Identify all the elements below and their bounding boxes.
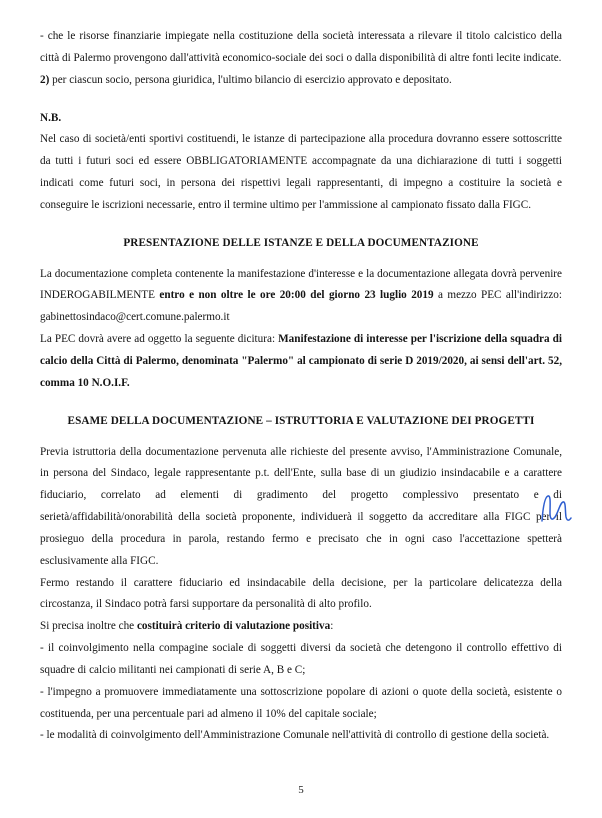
paragraph-documentazione-tail: a mezzo PEC all'indirizzo: gabinettosindaco@cert.comune.palermo.it: [40, 289, 562, 324]
paragraph-item-2: [40, 70, 562, 92]
heading-esame-documentazione: ESAME DELLA DOCUMENTAZIONE – ISTRUTTORIA E VALUTAZIONE DEI PROGETTI: [67, 414, 535, 427]
criterio-bold: costituirà criterio di valutazione positiva: [136, 620, 331, 633]
pec-subject-text: Manifestazione di interesse per l'iscrizione della squadra di calcio della Città di Palermo, denominata "Palermo" al campionato di serie D 2019/2020, ai sensi dell'art. 52, comma 10 N.O.I.F.: [40, 333, 562, 389]
paragraph-carattere-fiduciario: Fermo restando il carattere fiduciario ed insindacabile della decisione, per la particolare delicatezza della circostanza, il Sindaco potrà farsi supportare da personalità di alto profilo.: [40, 576, 562, 611]
paragraph-documentazione-lead: La documentazione completa contenente la manifestazione d'interesse e la documentazione allegata dovrà pervenire INDEROGABILMENTE: [40, 267, 562, 302]
paragraph-criterio-lead: Si precisa inoltre che: [40, 620, 137, 633]
bullet-coinvolgimento-compagine: - il coinvolgimento nella compagine sociale di soggetti diversi da società che detengono il controllo effettivo di squadre di calcio militanti nei campionati di serie A, B e C;: [40, 642, 562, 676]
paragraph-pec-lead: La PEC dovrà avere ad oggetto la seguente dicitura:: [40, 333, 279, 346]
label-nb: N.B.: [40, 111, 62, 124]
list-marker-2: 2): [40, 73, 50, 86]
paragraph-item-2-text: per ciascun socio, persona giuridica, l'ultimo bilancio di esercizio approvato e depositato.: [49, 73, 452, 86]
bullet-controllo-gestione: - le modalità di coinvolgimento dell'Amministrazione Comunale nell'attività di controllo di gestione della società.: [40, 729, 550, 742]
paragraph-nb-body: Nel caso di società/enti sportivi costituendi, le istanze di partecipazione alla procedura dovranno essere sottoscritte da tutti i futuri soci ed essere OBBLIGATORIAMENTE accompagnate da una dichiarazione di tutti i soggetti indicati come futuri soci, in persona dei rispettivi legali rappresentanti, di impegno a costituire la società e conseguire le iscrizioni necessarie, entro il termine ultimo per l'ammissione al campionato fissato dalla FIGC.: [40, 133, 562, 211]
heading-presentazione-istanze: PRESENTAZIONE DELLE ISTANZE E DELLA DOCUMENTAZIONE: [123, 236, 479, 249]
criterio-tail: :: [330, 620, 334, 633]
paragraph-criterio-valutazione: [40, 616, 562, 638]
deadline-text: entro e non oltre le ore 20:00 del giorno 23 luglio 2019: [159, 289, 434, 302]
paragraph-documentazione-completa: [40, 264, 562, 330]
paragraph-financial-resources: - che le risorse finanziarie impiegate nella costituzione della società interessata a rilevare il titolo calcistico della città di Palermo provengono dall'attività economico-sociale dei soci o dalla disponibilità di altre fonti lecite indicate.: [40, 30, 562, 64]
page-number: 5: [298, 784, 304, 796]
bullet-sottoscrizione-popolare: - l'impegno a promuovere immediatamente una sottoscrizione popolare di azioni o quote della società, esistente o costituenda, per una percentuale pari ad almeno il 10% del capitale sociale;: [40, 685, 562, 720]
document-body: [40, 26, 562, 747]
paragraph-pec-oggetto: [40, 329, 562, 395]
paragraph-istruttoria: Previa istruttoria della documentazione pervenuta alle richieste del presente avviso, l'Amministrazione Comunale, in persona del Sindaco, legale rappresentante p.t. dell'Ente, sulla base di un giudizio insindacabile e a carattere fiduciario, correlato ad elementi di gradimento del progetto complessivo presentato e di serietà/affidabilità/onorabilità della società proponente, individuerà il soggetto da accreditare alla FIGC per il prosieguo della procedura in parola, restando fermo e precisato che in ogni caso l'accettazione spetterà esclusivamente alla FIGC.: [40, 445, 562, 567]
